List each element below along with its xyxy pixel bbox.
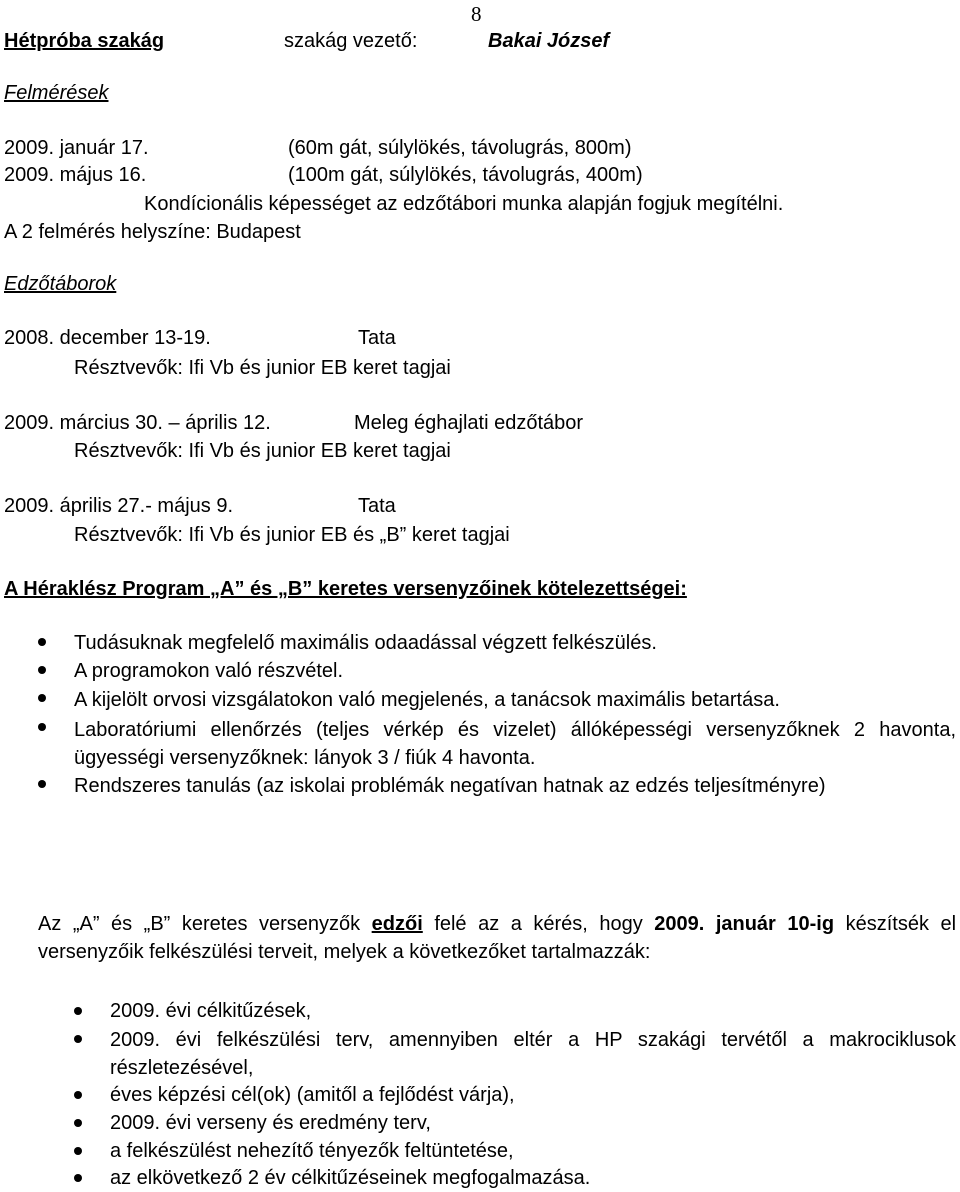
bullet [74, 1091, 82, 1099]
program-title: Hétpróba szakág [4, 30, 165, 52]
obligation-item: Laboratóriumi ellenőrzés (teljes vérkép és vizelet) állóképességi versenyzőknek 2 havonta, ügyességi versenyzőknek: lányok 3 / fiúk 4 havonta. [74, 719, 956, 769]
obligations-heading: A Héraklész Program „A” és „B” keretes versenyzőinek kötelezettségei: [4, 578, 687, 600]
camp-date: 2008. december 13-19. [4, 327, 211, 349]
bullet [74, 1035, 82, 1043]
camp-participants: Résztvevők: Ifi Vb és junior EB keret tagjai [74, 440, 451, 462]
leader-label: szakág vezető: [284, 30, 418, 52]
assessment-desc: (60m gát, súlylökés, távolugrás, 800m) [288, 137, 632, 159]
obligation-item: A kijelölt orvosi vizsgálatokon való megjelenés, a tanácsok maximális betartása. [74, 689, 780, 711]
assessments-heading: Felmérések [4, 82, 109, 104]
request-part1: Az „A” és „B” keretes versenyzők [38, 913, 361, 935]
assessment-date: 2009. január 17. [4, 137, 149, 159]
request-item: éves képzési cél(ok) (amitől a fejlődést várja), [110, 1084, 515, 1106]
request-item: 2009. évi verseny és eredmény terv, [110, 1112, 431, 1134]
assessment-location: A 2 felmérés helyszíne: Budapest [4, 221, 301, 243]
assessment-desc: (100m gát, súlylökés, távolugrás, 400m) [288, 164, 643, 186]
request-item: az elkövetkező 2 év célkitűzéseinek megfogalmazása. [110, 1167, 591, 1189]
request-part3: készítsék el versenyzőik felkészülési terveit, melyek a következőket tartalmazzák: [38, 913, 957, 963]
camp-place: Tata [358, 495, 396, 517]
page-number: 8 [471, 2, 482, 26]
camps-heading: Edzőtáborok [4, 273, 117, 295]
camp-date: 2009. április 27.- május 9. [4, 495, 234, 517]
leader-name: Bakai József [488, 30, 610, 52]
bullet [38, 723, 46, 731]
camp-place: Tata [358, 327, 396, 349]
request-coaches: edzői [371, 913, 423, 935]
bullet [74, 1147, 82, 1155]
request-item: 2009. évi célkitűzések, [110, 1000, 312, 1022]
request-paragraph [38, 910, 956, 966]
obligation-item: Rendszeres tanulás (az iskolai problémák negatívan hatnak az edzés teljesítményre) [74, 775, 826, 797]
bullet [38, 694, 46, 702]
assessment-note: Kondícionális képességet az edzőtábori munka alapján fogjuk megítélni. [144, 193, 784, 215]
bullet [74, 1119, 82, 1127]
obligation-item: A programokon való részvétel. [74, 660, 344, 682]
bullet [38, 666, 46, 674]
request-item: a felkészülést nehezítő tényezők feltüntetése, [110, 1140, 514, 1162]
request-deadline: 2009. január 10-ig [654, 913, 835, 935]
obligation-item: Tudásuknak megfelelő maximális odaadással végzett felkészülés. [74, 632, 657, 654]
assessment-date: 2009. május 16. [4, 164, 147, 186]
request-item: 2009. évi felkészülési terv, amennyiben eltér a HP szakági tervétől a makrociklusok részletezésével, [110, 1029, 956, 1079]
bullet [38, 638, 46, 646]
camp-date: 2009. március 30. – április 12. [4, 412, 271, 434]
camp-participants: Résztvevők: Ifi Vb és junior EB és „B” keret tagjai [74, 524, 510, 546]
bullet [74, 1174, 82, 1182]
camp-place: Meleg éghajlati edzőtábor [354, 412, 584, 434]
bullet [74, 1007, 82, 1015]
request-part2: felé az a kérés, hogy [434, 913, 643, 935]
bullet [38, 780, 46, 788]
camp-participants: Résztvevők: Ifi Vb és junior EB keret tagjai [74, 357, 451, 379]
